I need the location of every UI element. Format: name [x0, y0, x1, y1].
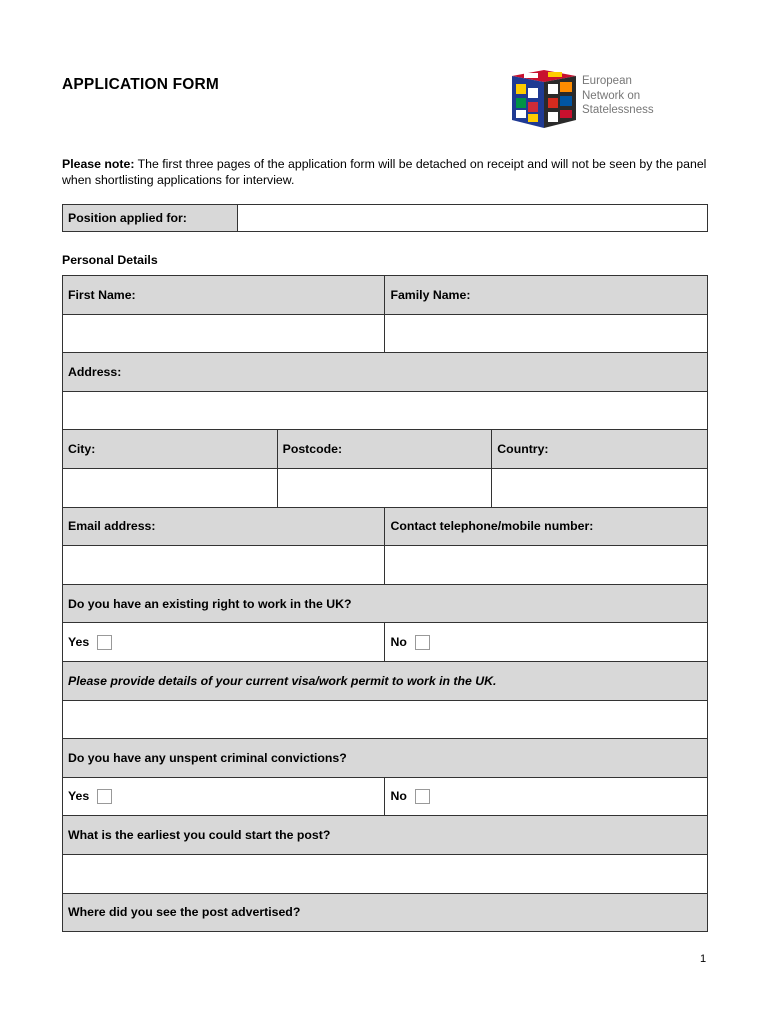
first-name-label: First Name:: [63, 276, 385, 315]
where-advertised-label: Where did you see the post advertised?: [63, 893, 708, 932]
yes-label: Yes: [68, 788, 90, 803]
section-title: Personal Details: [62, 253, 158, 267]
postcode-field[interactable]: [277, 468, 492, 507]
position-table: [62, 204, 708, 232]
note-text: The first three pages of the application form will be detached on receipt and will not be seen by the panel when shortlisting applications for interview.: [62, 157, 707, 187]
cube-icon: [512, 70, 576, 128]
phone-field[interactable]: [385, 546, 708, 585]
phone-label: Contact telephone/mobile number:: [385, 507, 708, 546]
convictions-yes-cell: [63, 777, 385, 816]
country-field[interactable]: [492, 468, 708, 507]
city-field[interactable]: [63, 468, 278, 507]
position-input[interactable]: [237, 205, 707, 232]
note-label: Please note:: [62, 157, 135, 171]
postcode-label: Postcode:: [277, 430, 492, 469]
right-to-work-yes-checkbox[interactable]: [97, 635, 112, 650]
convictions-no-checkbox[interactable]: [415, 789, 430, 804]
address-label: Address:: [63, 353, 708, 392]
first-name-field[interactable]: [63, 314, 385, 353]
right-to-work-no-cell: [385, 623, 708, 662]
visa-details-label: Please provide details of your current visa/work permit to work in the UK.: [63, 661, 708, 700]
form-title: APPLICATION FORM: [62, 76, 220, 93]
logo-line-3: Statelessness: [582, 104, 654, 116]
note-paragraph: [62, 156, 712, 188]
address-field[interactable]: [63, 391, 708, 430]
country-label: Country:: [492, 430, 708, 469]
position-label: Position applied for:: [63, 205, 238, 232]
right-to-work-question: Do you have an existing right to work in the UK?: [63, 584, 708, 623]
logo-line-2: Network on: [582, 89, 641, 102]
email-label: Email address:: [63, 507, 385, 546]
right-to-work-yes-cell: [63, 623, 385, 662]
logo-line-1: European: [582, 75, 632, 87]
page-number: 1: [700, 953, 707, 965]
logo-text: [582, 74, 654, 118]
no-label: No: [390, 634, 407, 649]
city-label: City:: [63, 430, 278, 469]
convictions-yes-checkbox[interactable]: [97, 789, 112, 804]
visa-details-field[interactable]: [63, 700, 708, 739]
no-label: No: [390, 788, 407, 803]
convictions-no-cell: [385, 777, 708, 816]
email-field[interactable]: [63, 546, 385, 585]
earliest-start-field[interactable]: [63, 854, 708, 893]
personal-details-table: [62, 275, 708, 932]
right-to-work-no-checkbox[interactable]: [415, 635, 430, 650]
convictions-question: Do you have any unspent criminal convictions?: [63, 739, 708, 778]
family-name-label: Family Name:: [385, 276, 708, 315]
earliest-start-label: What is the earliest you could start the post?: [63, 816, 708, 855]
family-name-field[interactable]: [385, 314, 708, 353]
yes-label: Yes: [68, 634, 90, 649]
